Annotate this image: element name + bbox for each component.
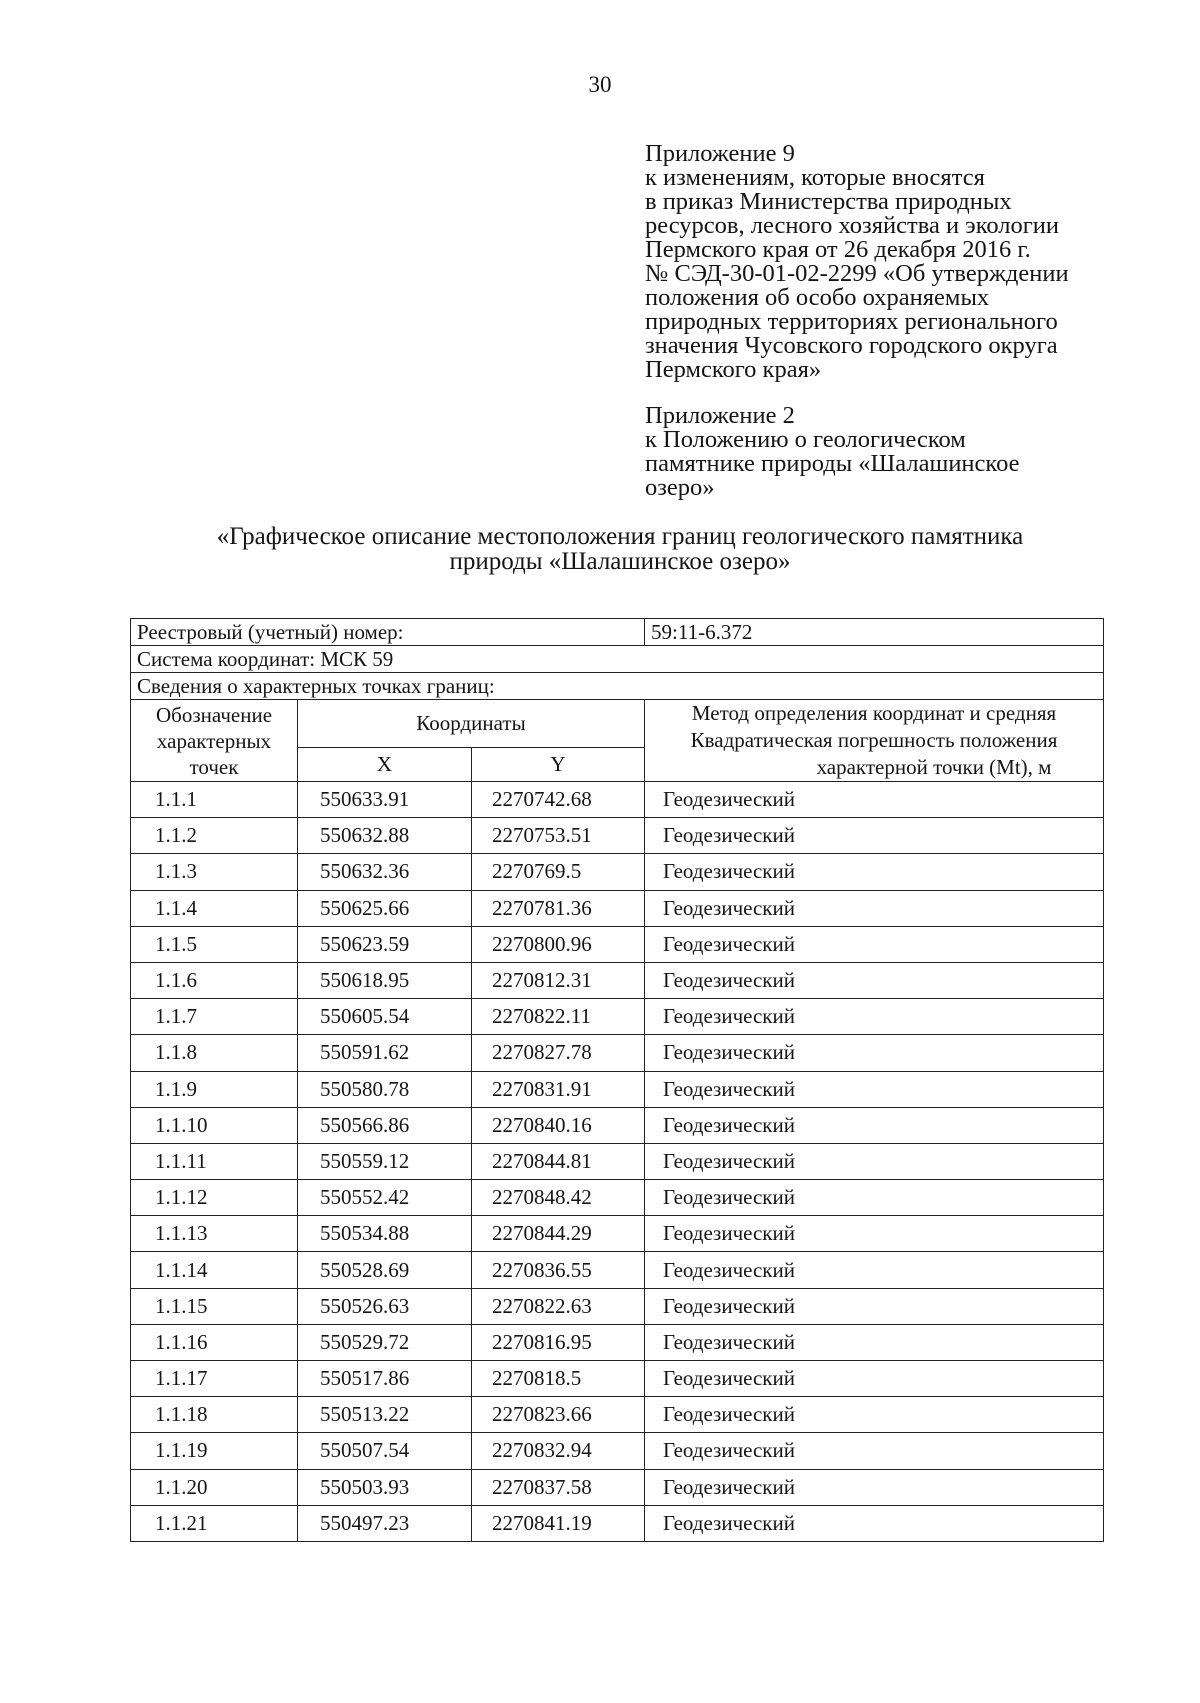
appendix-line: озеро» <box>645 474 715 501</box>
point-cell: 1.1.2 <box>131 818 298 854</box>
x-cell: 550526.63 <box>298 1288 472 1324</box>
coord-system: Система координат: МСК 59 <box>131 646 1104 673</box>
y-cell: 2270781.36 <box>472 890 645 926</box>
column-header-coordinates: Координаты <box>298 700 645 748</box>
y-cell: 2270822.63 <box>472 1288 645 1324</box>
method-cell: Геодезический <box>645 1361 1104 1397</box>
point-cell: 1.1.5 <box>131 926 298 962</box>
method-cell: Геодезический <box>645 962 1104 998</box>
table-row <box>131 1107 1104 1143</box>
points-caption: Сведения о характерных точках границ: <box>131 673 1104 700</box>
x-cell: 550632.36 <box>298 854 472 890</box>
appendix-9-header <box>645 142 1175 382</box>
appendix-2-header <box>645 404 1175 500</box>
registry-value: 59:11-6.372 <box>645 619 1104 646</box>
table-row <box>131 1216 1104 1252</box>
x-cell: 550625.66 <box>298 890 472 926</box>
point-cell: 1.1.20 <box>131 1469 298 1505</box>
method-cell: Геодезический <box>645 1505 1104 1541</box>
y-cell: 2270837.58 <box>472 1469 645 1505</box>
point-cell: 1.1.1 <box>131 782 298 818</box>
point-cell: 1.1.18 <box>131 1397 298 1433</box>
table-row <box>131 1397 1104 1433</box>
x-cell: 550618.95 <box>298 962 472 998</box>
header-line: Квадратическая погрешность положения <box>690 728 1058 752</box>
table-row <box>131 1433 1104 1469</box>
method-cell: Геодезический <box>645 1180 1104 1216</box>
method-cell: Геодезический <box>645 890 1104 926</box>
y-cell: 2270844.81 <box>472 1143 645 1179</box>
appendix-line: значения Чусовского городского округа <box>645 332 1058 359</box>
method-cell: Геодезический <box>645 1216 1104 1252</box>
table-row <box>131 1469 1104 1505</box>
method-cell: Геодезический <box>645 1324 1104 1360</box>
appendix-line: ресурсов, лесного хозяйства и экологии <box>645 212 1060 239</box>
appendix-line: положения об особо охраняемых <box>645 284 990 311</box>
coord-system-row <box>131 646 1104 673</box>
point-cell: 1.1.4 <box>131 890 298 926</box>
table-row <box>131 1143 1104 1179</box>
table-row <box>131 890 1104 926</box>
column-header-y: Y <box>472 747 645 781</box>
appendix-line: памятнике природы «Шалашинское <box>645 450 1020 477</box>
document-title <box>130 524 1110 574</box>
y-cell: 2270812.31 <box>472 962 645 998</box>
method-cell: Геодезический <box>645 926 1104 962</box>
page-number: 30 <box>588 72 612 97</box>
method-cell: Геодезический <box>645 999 1104 1035</box>
header-line: Обозначение <box>155 702 273 727</box>
x-cell: 550534.88 <box>298 1216 472 1252</box>
x-cell: 550528.69 <box>298 1252 472 1288</box>
table-row <box>131 926 1104 962</box>
point-cell: 1.1.8 <box>131 1035 298 1071</box>
point-cell: 1.1.21 <box>131 1505 298 1541</box>
x-cell: 550517.86 <box>298 1361 472 1397</box>
x-cell: 550580.78 <box>298 1071 472 1107</box>
y-cell: 2270742.68 <box>472 782 645 818</box>
y-cell: 2270816.95 <box>472 1324 645 1360</box>
y-cell: 2270831.91 <box>472 1071 645 1107</box>
method-cell: Геодезический <box>645 1107 1104 1143</box>
point-cell: 1.1.14 <box>131 1252 298 1288</box>
appendix-line: природных территориях регионального <box>645 308 1058 335</box>
method-cell: Геодезический <box>645 1397 1104 1433</box>
table-row <box>131 1071 1104 1107</box>
y-cell: 2270848.42 <box>472 1180 645 1216</box>
x-cell: 550507.54 <box>298 1433 472 1469</box>
point-cell: 1.1.12 <box>131 1180 298 1216</box>
point-cell: 1.1.3 <box>131 854 298 890</box>
point-cell: 1.1.7 <box>131 999 298 1035</box>
point-cell: 1.1.16 <box>131 1324 298 1360</box>
y-cell: 2270844.29 <box>472 1216 645 1252</box>
table-body <box>131 782 1104 1542</box>
title-line: природы «Шалашинское озеро» <box>449 548 791 575</box>
x-cell: 550497.23 <box>298 1505 472 1541</box>
x-cell: 550552.42 <box>298 1180 472 1216</box>
method-cell: Геодезический <box>645 782 1104 818</box>
x-cell: 550591.62 <box>298 1035 472 1071</box>
y-cell: 2270832.94 <box>472 1433 645 1469</box>
point-cell: 1.1.9 <box>131 1071 298 1107</box>
x-cell: 550623.59 <box>298 926 472 962</box>
method-cell: Геодезический <box>645 1252 1104 1288</box>
point-cell: 1.1.13 <box>131 1216 298 1252</box>
y-cell: 2270818.5 <box>472 1361 645 1397</box>
method-cell: Геодезический <box>645 1035 1104 1071</box>
point-cell: 1.1.10 <box>131 1107 298 1143</box>
y-cell: 2270827.78 <box>472 1035 645 1071</box>
method-cell: Геодезический <box>645 1071 1104 1107</box>
table-row <box>131 1180 1104 1216</box>
y-cell: 2270753.51 <box>472 818 645 854</box>
appendix-line: Пермского края» <box>645 356 822 383</box>
table-row <box>131 1252 1104 1288</box>
table-row <box>131 1361 1104 1397</box>
column-header-point <box>131 700 298 782</box>
x-cell: 550605.54 <box>298 999 472 1035</box>
y-cell: 2270840.16 <box>472 1107 645 1143</box>
x-cell: 550513.22 <box>298 1397 472 1433</box>
appendix-line: к Положению о геологическом <box>645 426 966 453</box>
y-cell: 2270836.55 <box>472 1252 645 1288</box>
x-cell: 550503.93 <box>298 1469 472 1505</box>
table-row <box>131 782 1104 818</box>
y-cell: 2270769.5 <box>472 854 645 890</box>
y-cell: 2270822.11 <box>472 999 645 1035</box>
appendix-line: к изменениям, которые вносятся <box>645 164 985 191</box>
table-row <box>131 854 1104 890</box>
header-line: Метод определения координат и средняя <box>691 701 1057 725</box>
header-line: характерных <box>156 728 272 753</box>
table-row <box>131 1324 1104 1360</box>
method-cell: Геодезический <box>645 854 1104 890</box>
appendix-line: Пермского края от 26 декабря 2016 г. <box>645 236 1031 263</box>
header-line: точек <box>189 754 239 779</box>
boundary-points-table <box>130 618 1104 1542</box>
table-row <box>131 962 1104 998</box>
column-header-x: X <box>298 747 472 781</box>
appendix-line: Приложение 2 <box>645 402 795 429</box>
method-cell: Геодезический <box>645 1433 1104 1469</box>
registry-row <box>131 619 1104 646</box>
table-row <box>131 1505 1104 1541</box>
y-cell: 2270823.66 <box>472 1397 645 1433</box>
method-cell: Геодезический <box>645 1469 1104 1505</box>
points-caption-row <box>131 673 1104 700</box>
point-cell: 1.1.19 <box>131 1433 298 1469</box>
column-header-method <box>645 700 1104 782</box>
point-cell: 1.1.11 <box>131 1143 298 1179</box>
registry-label: Реестровый (учетный) номер: <box>131 619 645 646</box>
point-cell: 1.1.17 <box>131 1361 298 1397</box>
x-cell: 550559.12 <box>298 1143 472 1179</box>
header-line: характерной точки (Mt), м <box>816 755 1052 779</box>
x-cell: 550566.86 <box>298 1107 472 1143</box>
method-cell: Геодезический <box>645 1288 1104 1324</box>
method-cell: Геодезический <box>645 1143 1104 1179</box>
table-row <box>131 999 1104 1035</box>
x-cell: 550529.72 <box>298 1324 472 1360</box>
point-cell: 1.1.6 <box>131 962 298 998</box>
appendix-line: Приложение 9 <box>645 140 795 167</box>
appendix-line: № СЭД-30-01-02-2299 «Об утверждении <box>645 260 1069 287</box>
x-cell: 550633.91 <box>298 782 472 818</box>
title-line: «Графическое описание местоположения границ геологического памятника <box>216 523 1024 550</box>
method-cell: Геодезический <box>645 818 1104 854</box>
x-cell: 550632.88 <box>298 818 472 854</box>
appendix-line: в приказ Министерства природных <box>645 188 1012 215</box>
y-cell: 2270841.19 <box>472 1505 645 1541</box>
y-cell: 2270800.96 <box>472 926 645 962</box>
point-cell: 1.1.15 <box>131 1288 298 1324</box>
header-row <box>131 700 1104 748</box>
table-row <box>131 818 1104 854</box>
table-row <box>131 1288 1104 1324</box>
table-row <box>131 1035 1104 1071</box>
